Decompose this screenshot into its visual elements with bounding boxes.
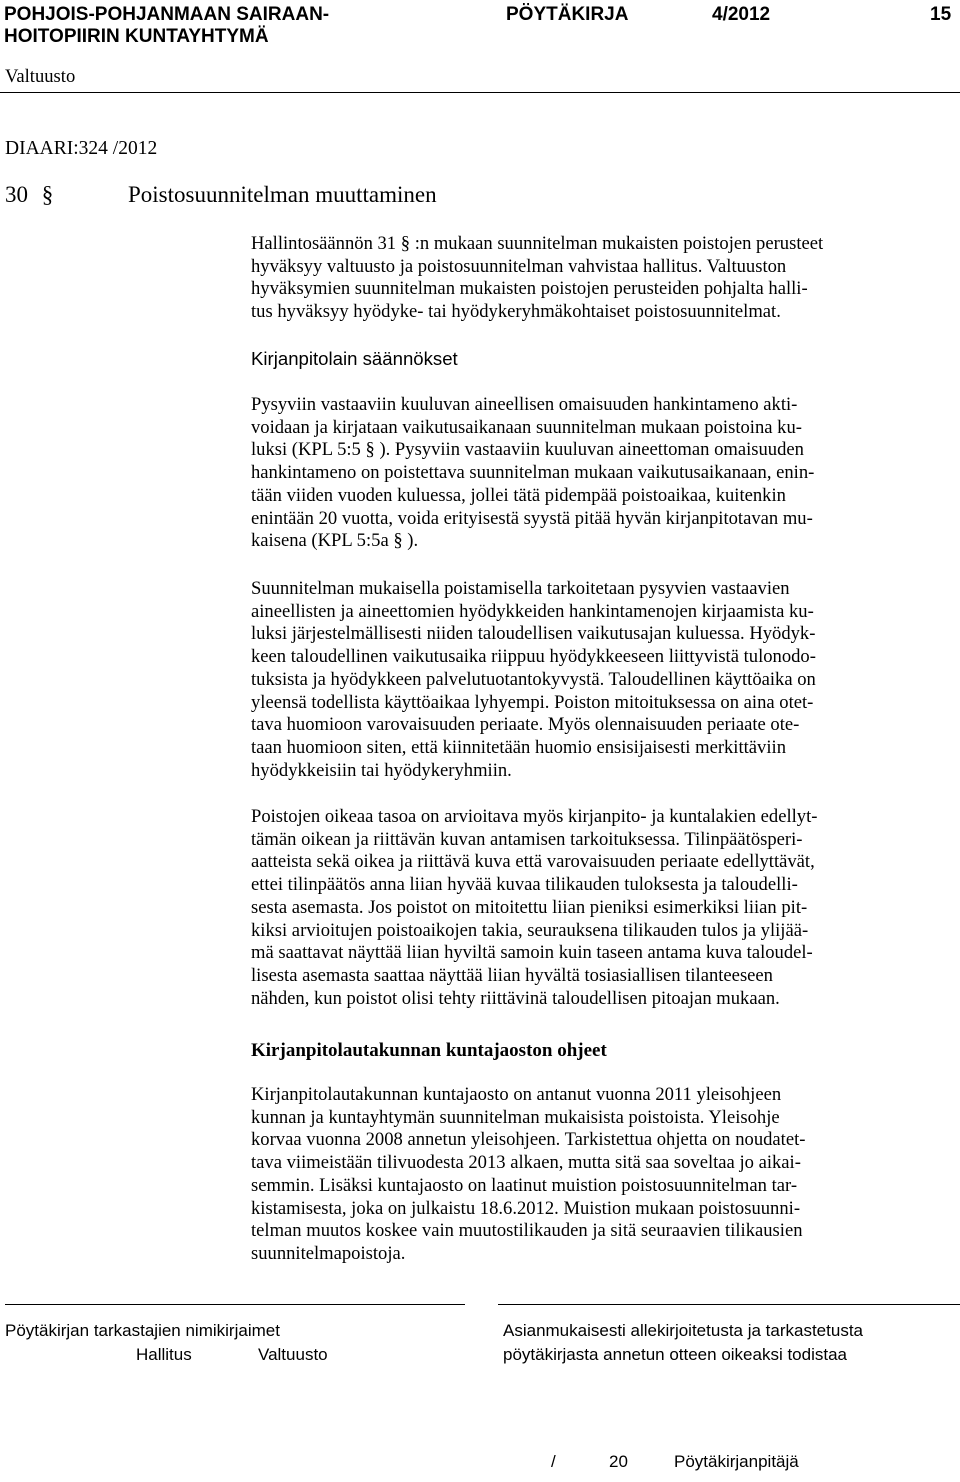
header-divider (0, 92, 960, 93)
text-line: Kirjanpitolautakunnan kuntajaosto on antanut vuonna 2011 yleisohjeen (251, 1084, 782, 1105)
intro-paragraph (251, 233, 957, 324)
text-line: sesta asemasta. Jos poistot on mitoitettu liian pieniksi esimerkiksi liian pit- (251, 896, 808, 918)
footer-minutes-keeper-label: Pöytäkirjanpitäjä (674, 1452, 799, 1471)
text-line: luksi (KPL 5:5 § ). Pysyviin vastaaviin kuuluvan aineettoman omaisuuden (251, 439, 804, 461)
subheading-accounting-law: Kirjanpitolain säännökset (251, 348, 458, 369)
text-line: kistamisesta, joka on julkaistu 18.6.2012. Muistion mukaan poistosuunni- (251, 1197, 801, 1219)
section-number: 30 (5, 182, 28, 207)
diaari-number: DIAARI:324 /2012 (5, 138, 158, 159)
text-line: luksi järjestelmällisesti niiden taloudellisen vaikutusajan kuluessa. Hyödyk- (251, 623, 816, 645)
section-title: Poistosuunnitelman muuttaminen (128, 182, 437, 207)
text-line: taan huomioon siten, että kiinnitetään huomio ensisijaisesti merkittäviin (251, 736, 786, 758)
document-type: PÖYTÄKIRJA (506, 4, 629, 25)
paragraph-board-guidelines (251, 1084, 957, 1266)
text-line: tämän oikean ja riittävän kuvan antamisen tarkoituksessa. Tilinpäätösperi- (251, 828, 803, 850)
text-line: suunnitelmapoistoja. (251, 1242, 406, 1264)
text-line: korvaa vuonna 2008 annetun yleisohjeen. Tarkistettua ohjetta on noudatet- (251, 1129, 806, 1151)
footer-page-total: 20 (609, 1452, 628, 1471)
text-line: hyödykkeisiin tai hyödykeryhmiin. (251, 759, 512, 781)
text-line: Poistojen oikeaa tasoa on arvioitava myös kirjanpito- ja kuntalakien edellyt- (251, 806, 818, 827)
text-line: tava huomioon varovaisuuden periaate. Myös olennaisuuden periaate ote- (251, 714, 800, 736)
footer-divider-left (5, 1304, 465, 1305)
text-line: hyväksymien suunnitelman mukaisten poistojen perusteiden pohjalta halli- (251, 278, 808, 300)
paragraph-depreciation-level (251, 806, 957, 1010)
text-line: nähden, kun poistot olisi tehty riittävinä taloudellisen pitoajan mukaan. (251, 987, 780, 1009)
text-line: voidaan ja kirjataan vaikutusaikanaan suunnitelman mukaan poistoina ku- (251, 416, 802, 438)
paragraph-accounting-law (251, 394, 957, 553)
organization-name (4, 4, 329, 48)
footer-signature-valtuusto: Valtuusto (258, 1345, 328, 1364)
page-number: 15 (930, 4, 952, 25)
organization-name-line2: HOITOPIIRIN KUNTAYHTYMÄ (4, 26, 269, 47)
text-line: kiksi arvioitujen poistoaikojen takia, seurauksena tilikauden tulos ja ylijää- (251, 919, 809, 941)
text-line: tuksista ja hyödykkeen palvelutuotantokyvystä. Taloudellinen käyttöaika on (251, 668, 816, 690)
footer-page-slash: / (551, 1452, 556, 1471)
text-line: hyväksyy valtuusto ja poistosuunnitelman vahvistaa hallitus. Valtuuston (251, 255, 787, 277)
section-heading (5, 182, 437, 208)
text-line: aatteista sekä oikea ja riittävä kuva että varovaisuuden periaate edellyttävät, (251, 851, 815, 873)
footer-signature-hallitus: Hallitus (136, 1345, 192, 1364)
text-line: Hallintosäännön 31 § :n mukaan suunnitelman mukaisten poistojen perusteet (251, 233, 824, 254)
text-line: lisesta asemasta saattaa näyttää liian hyvältä tosiasiallisen tilanteeseen (251, 964, 773, 986)
subheading-board-guidelines: Kirjanpitolautakunnan kuntajaoston ohjeet (251, 1040, 607, 1061)
footer-certification-line1: Asianmukaisesti allekirjoitetusta ja tarkastetusta (503, 1321, 863, 1340)
text-line: kaisena (KPL 5:5a § ). (251, 530, 419, 552)
text-line: tava viimeistään tilivuodesta 2013 alkaen, mutta sitä saa soveltaa jo aikai- (251, 1152, 801, 1174)
text-line: telman muutos koskee vain muutostilikauden ja sitä seuraavien tilikausien (251, 1220, 803, 1242)
text-line: tus hyväksyy hyödyke- tai hyödykeryhmäkohtaiset poistosuunnitelmat. (251, 301, 781, 323)
text-line: keen taloudellinen vaikutusaika riippuu hyödykkeeseen liittyvistä tulonodo- (251, 646, 816, 668)
footer-certification-line2: pöytäkirjasta annetun otteen oikeaksi todistaa (503, 1345, 848, 1364)
organization-name-line1: POHJOIS-POHJANMAAN SAIRAAN- (4, 4, 330, 25)
text-line: enintään 20 vuotta, voida erityisestä syystä pitää hyvän kirjanpitotavan mu- (251, 507, 813, 529)
text-line: tään viiden vuoden kuluessa, jollei tätä pidempää poistoaikaa, kuitenkin (251, 484, 786, 506)
text-line: Pysyviin vastaaviin kuuluvan aineellisen omaisuuden hankintameno akti- (251, 394, 798, 415)
text-line: aineellisten ja aineettomien hyödykkeiden hankintamenojen kirjaamista ku- (251, 600, 814, 622)
document-number: 4/2012 (712, 4, 771, 25)
text-line: ettei tilinpäätös anna liian hyvää kuvaa tilikauden tuloksesta ja taloudelli- (251, 874, 798, 896)
text-line: mä saattavat näyttää liian hyviltä samoin kuin taseen antama kuva taloudel- (251, 942, 813, 964)
text-line: kunnan ja kuntayhtymän suunnitelman mukaisista poistoista. Yleisohje (251, 1106, 780, 1128)
paragraph-planned-depreciation (251, 578, 957, 782)
governing-body-name: Valtuusto (5, 66, 76, 87)
text-line: semmin. Lisäksi kuntajaosto on laatinut muistion poistosuunnitelman tar- (251, 1174, 798, 1196)
text-line: hankintameno on poistettava suunnitelman mukaan vaikutusaikanaan, enin- (251, 462, 815, 484)
footer-reviewers-title: Pöytäkirjan tarkastajien nimikirjaimet (5, 1321, 280, 1340)
section-symbol: § (41, 182, 54, 207)
text-line: yleensä todellista käyttöaikaa lyhyempi. Poiston mitoituksessa on aina otet- (251, 691, 814, 713)
text-line: Suunnitelman mukaisella poistamisella tarkoitetaan pysyvien vastaavien (251, 578, 790, 599)
footer-divider-right (498, 1304, 960, 1305)
